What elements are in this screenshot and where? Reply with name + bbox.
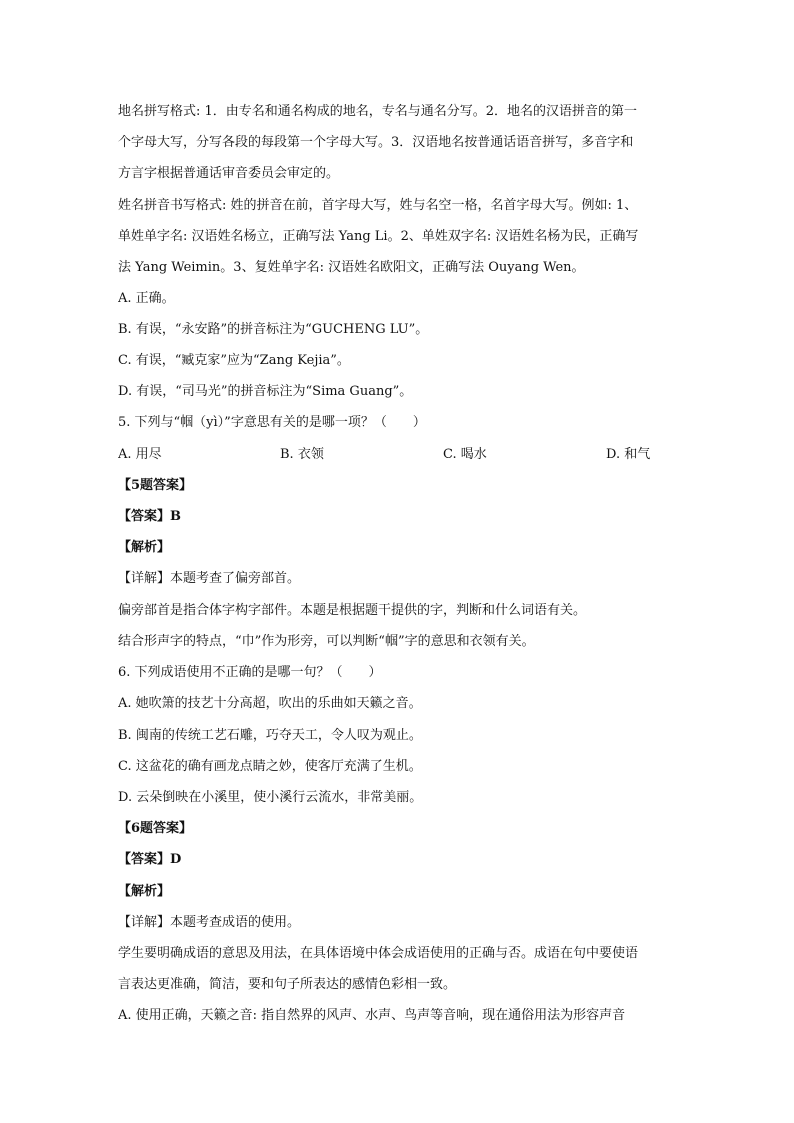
option-b: B. 有误，“永安路”的拼音标注为“GUCHENG LU”。 bbox=[118, 322, 429, 337]
detail-text: 【详解】本题考查成语的使用。 bbox=[118, 915, 301, 930]
question-6: 6. 下列成语使用不正确的是哪一句？（ ） bbox=[118, 665, 382, 680]
option-d: D. 云朵倒映在小溪里，使小溪行云流水，非常美丽。 bbox=[118, 790, 423, 805]
question-5: 5. 下列与“帼（yì）”字意思有关的是哪一项？（ ） bbox=[118, 415, 426, 430]
text-line: 单姓单字名: 汉语姓名杨立，正确写法 Yang Li。2、单姓双字名: 汉语姓名杨为民，正确写 bbox=[118, 229, 639, 244]
q5-option-d: D. 和气 bbox=[606, 447, 651, 462]
answer-text: 【答案】D bbox=[118, 852, 182, 867]
question-5-options bbox=[118, 440, 688, 470]
text-line: 学生要明确成语的意思及用法，在具体语境中体会成语使用的正确与否。成语在句中要使语 bbox=[118, 946, 639, 961]
text-line: 言表达更准确，简洁，要和句子所表达的感情色彩相一致。 bbox=[118, 977, 457, 992]
answer-heading: 【6题答案】 bbox=[118, 821, 193, 836]
option-a: A. 她吹箫的技艺十分高超，吹出的乐曲如天籁之音。 bbox=[118, 696, 422, 711]
option-a: A. 正确。 bbox=[118, 291, 175, 306]
q5-option-c: C. 喝水 bbox=[443, 447, 487, 462]
option-b: B. 闽南的传统工艺石雕，巧夺天工，令人叹为观止。 bbox=[118, 728, 422, 743]
text-line: 结合形声字的特点，“巾”作为形旁，可以判断“帼”字的意思和衣领有关。 bbox=[118, 634, 535, 649]
text-line: 法 Yang Weimin。3、复姓单字名: 汉语姓名欧阳文，正确写法 Ouyang Wen。 bbox=[118, 260, 585, 275]
text-line: 偏旁部首是指合体字构字部件。本题是根据题干提供的字，判断和什么词语有关。 bbox=[118, 603, 587, 618]
analysis-heading: 【解析】 bbox=[118, 540, 171, 555]
text-line: 方言字根据普通话审音委员会审定的。 bbox=[118, 166, 340, 181]
text-line: 个字母大写，分写各段的每段第一个字母大写。3．汉语地名按普通话语音拼写，多音字和 bbox=[118, 135, 634, 150]
option-c: C. 有误，“臧克家”应为“Zang Kejia”。 bbox=[118, 353, 350, 368]
detail-text: 【详解】本题考查了偏旁部首。 bbox=[118, 571, 301, 586]
option-c: C. 这盆花的确有画龙点睛之妙，使客厅充满了生机。 bbox=[118, 759, 422, 774]
answer-text: 【答案】B bbox=[118, 509, 181, 524]
analysis-heading: 【解析】 bbox=[118, 884, 171, 899]
text-line: 地名拼写格式: 1．由专名和通名构成的地名，专名与通名分写。2．地名的汉语拼音的第一 bbox=[118, 104, 638, 119]
text-line: A. 使用正确，天籁之音: 指自然界的风声、水声、鸟声等音响，现在通俗用法为形容声音 bbox=[118, 1008, 626, 1023]
text-line: 姓名拼音书写格式: 姓的拼音在前，首字母大写，姓与名空一格，名首字母大写。例如: 1、 bbox=[118, 198, 638, 213]
option-d: D. 有误，“司马光”的拼音标注为“Sima Guang”。 bbox=[118, 384, 413, 399]
q5-option-b: B. 衣领 bbox=[280, 447, 324, 462]
q5-option-a: A. 用尽 bbox=[118, 447, 162, 462]
answer-heading: 【5题答案】 bbox=[118, 478, 193, 493]
